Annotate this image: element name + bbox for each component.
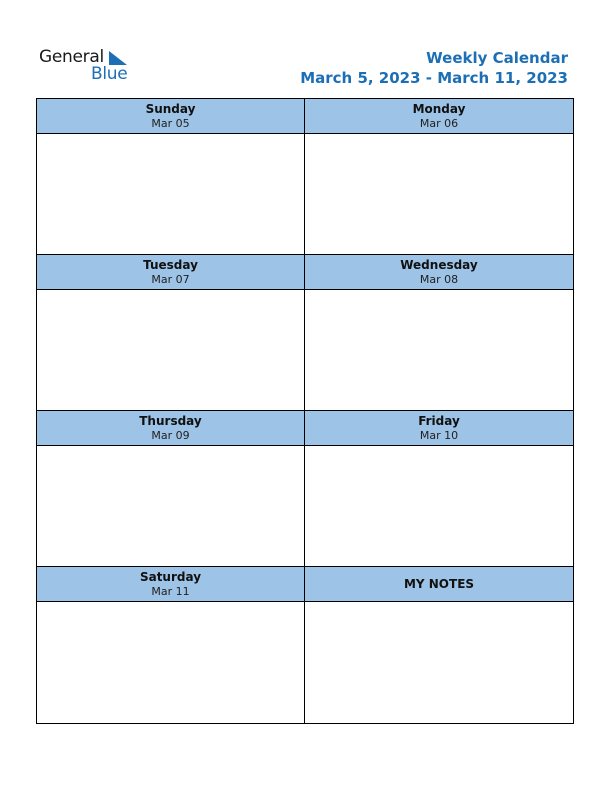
day-date: Mar 07 bbox=[151, 273, 190, 286]
day-date: Mar 05 bbox=[151, 117, 190, 130]
date-range: March 5, 2023 - March 11, 2023 bbox=[300, 69, 568, 87]
day-name: Sunday bbox=[145, 102, 196, 116]
day-header bbox=[37, 567, 304, 602]
day-header bbox=[37, 411, 304, 446]
day-date: Mar 09 bbox=[151, 429, 190, 442]
page-title: Weekly Calendar bbox=[426, 49, 568, 67]
day-name: Saturday bbox=[139, 570, 202, 584]
day-cell-monday[interactable] bbox=[305, 99, 573, 255]
day-header bbox=[37, 255, 304, 290]
logo-text-blue: Blue bbox=[91, 64, 128, 84]
day-name: Wednesday bbox=[400, 258, 478, 272]
notes-cell[interactable] bbox=[305, 567, 573, 723]
day-name: Tuesday bbox=[143, 258, 198, 272]
day-date: Mar 10 bbox=[419, 429, 459, 442]
day-header bbox=[305, 255, 573, 290]
day-cell-friday[interactable] bbox=[305, 411, 573, 567]
day-cell-wednesday[interactable] bbox=[305, 255, 573, 411]
page-header bbox=[300, 48, 568, 88]
day-date: Mar 06 bbox=[419, 117, 459, 130]
week-grid bbox=[36, 98, 574, 724]
brand-logo bbox=[39, 47, 149, 87]
day-cell-tuesday[interactable] bbox=[37, 255, 305, 411]
day-header bbox=[37, 99, 304, 134]
day-date: Mar 11 bbox=[151, 585, 190, 598]
notes-label: MY NOTES bbox=[403, 577, 475, 591]
day-name: Friday bbox=[418, 414, 460, 428]
day-header bbox=[305, 99, 573, 134]
day-cell-thursday[interactable] bbox=[37, 411, 305, 567]
logo-text-general: General bbox=[39, 47, 104, 67]
day-date: Mar 08 bbox=[419, 273, 459, 286]
day-header bbox=[305, 411, 573, 446]
day-cell-sunday[interactable] bbox=[37, 99, 305, 255]
day-cell-saturday[interactable] bbox=[37, 567, 305, 723]
notes-header bbox=[305, 567, 573, 602]
day-name: Monday bbox=[412, 102, 466, 116]
logo-triangle-icon bbox=[109, 51, 127, 65]
day-name: Thursday bbox=[139, 414, 202, 428]
